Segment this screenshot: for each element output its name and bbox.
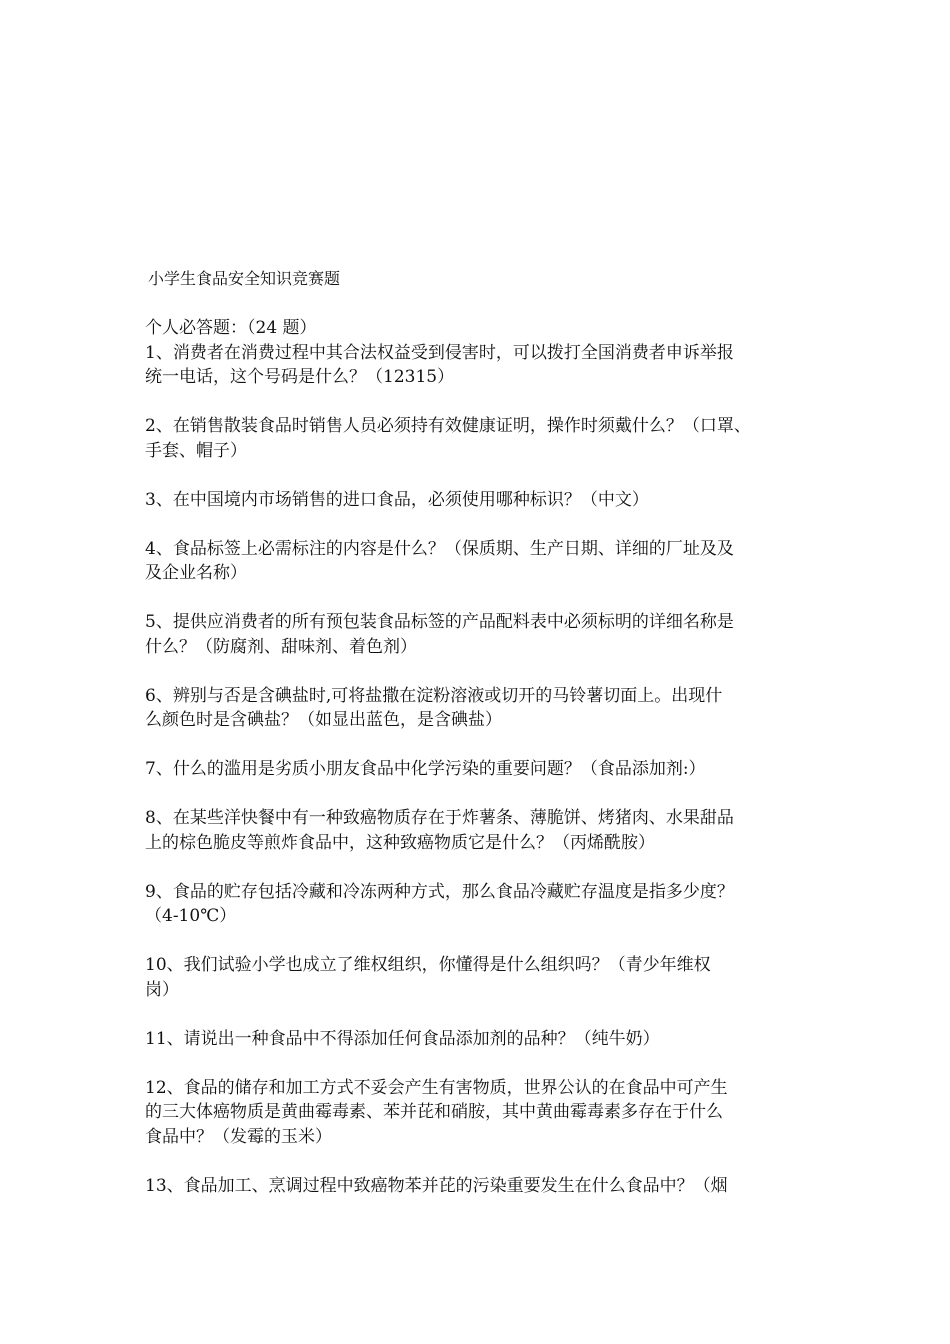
question-line: 5、提供应消费者的所有预包装食品标签的产品配料表中必须标明的详细名称是 <box>145 612 734 632</box>
question-line: 2、在销售散装食品时销售人员必须持有效健康证明，操作时须戴什么？（口罩、 <box>145 416 751 436</box>
question-line: 1、消费者在消费过程中其合法权益受到侵害时，可以拨打全国消费者申诉举报 <box>145 342 734 363</box>
question-item <box>145 488 815 513</box>
question-line: 及企业名称） <box>145 563 247 583</box>
question-line: 手套、帽子） <box>145 440 247 461</box>
question-item <box>145 757 815 782</box>
question-line: 9、食品的贮存包括冷藏和冷冻两种方式，那么食品冷藏贮存温度是指多少度？ <box>145 881 734 902</box>
question-line: 3、在中国境内市场销售的进口食品，必须使用哪种标识？（中文） <box>145 489 649 510</box>
question-item <box>145 1027 815 1052</box>
question-item <box>145 537 815 586</box>
question-line: 么颜色时是含碘盐？（如显出蓝色，是含碘盐） <box>145 710 502 730</box>
question-line: 上的棕色脆皮等煎炸食品中，这种致癌物质它是什么？（丙烯酰胺） <box>145 832 655 853</box>
question-line: 6、辨别与否是含碘盐时,可将盐撒在淀粉溶液或切开的马铃薯切面上。出现什 <box>145 685 723 706</box>
question-item <box>145 414 815 463</box>
question-section <box>145 316 815 1198</box>
question-item <box>145 806 815 855</box>
question-item <box>145 1076 815 1150</box>
question-line: 13、食品加工、烹调过程中致癌物苯并芘的污染重要发生在什么食品中？（烟 <box>145 1175 728 1196</box>
question-line: 10、我们试验小学也成立了维权组织，你懂得是什么组织吗？（青少年维权 <box>145 955 711 975</box>
question-item <box>145 953 815 1002</box>
question-line: 统一电话，这个号码是什么？（12315） <box>145 367 455 387</box>
question-line: 7、什么的滥用是劣质小朋友食品中化学污染的重要问题？（食品添加剂:） <box>145 759 706 779</box>
document-title: 小学生食品安全知识竞赛题 <box>148 269 341 288</box>
question-list <box>145 341 815 1199</box>
question-item <box>145 684 815 733</box>
question-line: 岗） <box>145 979 179 1000</box>
question-line: 食品中？（发霉的玉米） <box>145 1126 332 1147</box>
question-line: 8、在某些洋快餐中有一种致癌物质存在于炸薯条、薄脆饼、烤猪肉、水果甜品 <box>145 808 734 828</box>
question-line: 什么？（防腐剂、甜味剂、着色剂） <box>145 636 417 657</box>
question-item <box>145 341 815 390</box>
question-line: （4-10℃） <box>145 906 237 926</box>
question-item <box>145 880 815 929</box>
question-line: 4、食品标签上必需标注的内容是什么？（保质期、生产日期、详细的厂址及及 <box>145 538 734 559</box>
question-item <box>145 1174 815 1199</box>
question-item <box>145 610 815 659</box>
question-line: 11、请说出一种食品中不得添加任何食品添加剂的品种？（纯牛奶） <box>145 1028 660 1049</box>
section-heading: 个人必答题：（24 题） <box>145 318 317 338</box>
question-line: 的三大体癌物质是黄曲霉毒素、苯并芘和硝胺，其中黄曲霉毒素多存在于什么 <box>145 1102 723 1122</box>
question-line: 12、食品的储存和加工方式不妥会产生有害物质，世界公认的在食品中可产生 <box>145 1077 728 1098</box>
